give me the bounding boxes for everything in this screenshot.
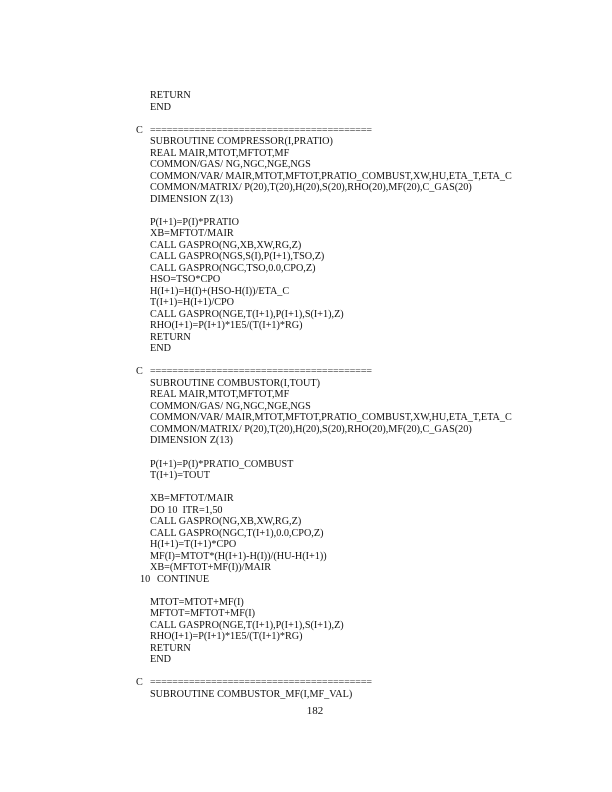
code-text: END: [150, 101, 171, 113]
code-line: [0, 435, 612, 447]
code-line: [0, 505, 612, 517]
comment-separator-line: [0, 677, 612, 689]
code-line: [0, 516, 612, 528]
code-text: COMMON/MATRIX/ P(20),T(20),H(20),S(20),RHO(20),MF(20),C_GAS(20): [150, 423, 472, 435]
code-text: SUBROUTINE COMBUSTOR(I,TOUT): [150, 377, 320, 389]
code-text: RETURN: [150, 90, 191, 101]
code-text: T(I+1)=H(I+1)/CPO: [150, 297, 235, 309]
code-text: RETURN: [150, 642, 191, 654]
code-text: REAL MAIR,MTOT,MFTOT,MF: [150, 147, 290, 159]
code-text: COMMON/GAS/ NG,NGC,NGE,NGS: [150, 400, 311, 412]
code-text: SUBROUTINE COMPRESSOR(I,PRATIO): [150, 136, 333, 148]
code-text: XB=MFTOT/MAIR: [150, 228, 234, 240]
code-text: CONTINUE: [157, 573, 210, 585]
code-line: [0, 332, 612, 344]
code-line: [0, 459, 612, 471]
code-line: [0, 263, 612, 275]
comment-marker: C: [136, 677, 143, 689]
code-line: [0, 654, 612, 666]
code-text: CALL GASPRO(NGC,TSO,0.0,CPO,Z): [150, 262, 316, 274]
statement-label: 10: [140, 573, 151, 585]
code-text: MFTOT=MFTOT+MF(I): [150, 608, 256, 620]
code-text: P(I+1)=P(I)*PRATIO_COMBUST: [150, 458, 294, 470]
code-text: MTOT=MTOT+MF(I): [150, 596, 244, 608]
code-line: [0, 194, 612, 206]
separator-text: ========================================: [150, 366, 372, 378]
comment-marker: C: [136, 366, 143, 378]
code-line: [0, 689, 612, 701]
code-text: END: [150, 343, 171, 355]
code-text: COMMON/MATRIX/ P(20),T(20),H(20),S(20),RHO(20),MF(20),C_GAS(20): [150, 182, 472, 194]
code-line: [0, 620, 612, 632]
code-line: [0, 182, 612, 194]
code-text: T(I+1)=TOUT: [150, 470, 210, 482]
code-line: [0, 539, 612, 551]
code-text: CALL GASPRO(NG,XB,XW,RG,Z): [150, 239, 302, 251]
code-text: H(I+1)=H(I)+(HSO-H(I))/ETA_C: [150, 285, 290, 297]
code-line: [0, 148, 612, 160]
code-text: SUBROUTINE COMBUSTOR_MF(I,MF_VAL): [150, 688, 353, 700]
code-line: [0, 574, 612, 586]
code-line: [0, 320, 612, 332]
blank-line: [0, 482, 612, 494]
comment-separator-line: [0, 125, 612, 137]
code-text: HSO=TSO*CPO: [150, 274, 221, 286]
blank-line: [0, 113, 612, 125]
code-line: [0, 136, 612, 148]
code-line: [0, 274, 612, 286]
code-text: COMMON/VAR/ MAIR,MTOT,MFTOT,PRATIO_COMBUST,XW,HU,ETA_T,ETA_C: [150, 170, 512, 182]
code-line: [0, 309, 612, 321]
code-line: [0, 528, 612, 540]
code-text: END: [150, 654, 171, 666]
code-line: [0, 493, 612, 505]
code-line: [0, 228, 612, 240]
code-text: CALL GASPRO(NGS,S(I),P(I+1),TSO,Z): [150, 251, 325, 263]
comment-separator-line: [0, 366, 612, 378]
blank-line: [0, 447, 612, 459]
code-line: [0, 297, 612, 309]
code-text: P(I+1)=P(I)*PRATIO: [150, 216, 240, 228]
code-line: [0, 597, 612, 609]
code-text: COMMON/VAR/ MAIR,MTOT,MFTOT,PRATIO_COMBUST,XW,HU,ETA_T,ETA_C: [150, 412, 512, 424]
code-line: [0, 286, 612, 298]
comment-marker: C: [136, 124, 143, 136]
separator-text: ========================================: [150, 124, 372, 136]
code-line: [0, 631, 612, 643]
code-line: [0, 240, 612, 252]
code-line: [0, 412, 612, 424]
code-text: DO 10 ITR=1,50: [150, 504, 223, 516]
code-line: [0, 643, 612, 655]
code-line: [0, 378, 612, 390]
code-line: [0, 343, 612, 355]
code-line: [0, 90, 612, 102]
code-line: [0, 608, 612, 620]
code-line: [0, 171, 612, 183]
code-text: CALL GASPRO(NGC,T(I+1),0.0,CPO,Z): [150, 527, 324, 539]
code-text: RHO(I+1)=P(I+1)*1E5/(T(I+1)*RG): [150, 320, 303, 332]
code-text: CALL GASPRO(NGE,T(I+1),P(I+1),S(I+1),Z): [150, 308, 344, 320]
code-line: [0, 424, 612, 436]
code-line: [0, 251, 612, 263]
blank-line: [0, 585, 612, 597]
separator-text: ========================================: [150, 677, 372, 689]
code-listing: [0, 90, 612, 700]
code-text: XB=(MFTOT+MF(I))/MAIR: [150, 562, 272, 574]
code-line: [0, 562, 612, 574]
code-text: H(I+1)=T(I+1)*CPO: [150, 539, 237, 551]
code-text: XB=MFTOT/MAIR: [150, 493, 234, 505]
code-line: [0, 217, 612, 229]
code-line: [0, 401, 612, 413]
code-text: RHO(I+1)=P(I+1)*1E5/(T(I+1)*RG): [150, 631, 303, 643]
code-line: [0, 470, 612, 482]
blank-line: [0, 355, 612, 367]
code-text: DIMENSION Z(13): [150, 435, 233, 447]
code-text: MF(I)=MTOT*(H(I+1)-H(I))/(HU-H(I+1)): [150, 550, 327, 562]
code-line: [0, 551, 612, 563]
code-line: [0, 159, 612, 171]
code-text: CALL GASPRO(NGE,T(I+1),P(I+1),S(I+1),Z): [150, 619, 344, 631]
code-text: RETURN: [150, 331, 191, 343]
code-text: REAL MAIR,MTOT,MFTOT,MF: [150, 389, 290, 401]
code-text: DIMENSION Z(13): [150, 193, 233, 205]
code-line: [0, 102, 612, 114]
code-line: [0, 389, 612, 401]
code-text: COMMON/GAS/ NG,NGC,NGE,NGS: [150, 159, 311, 171]
page-number: 182: [306, 705, 324, 717]
code-text: CALL GASPRO(NG,XB,XW,RG,Z): [150, 516, 302, 528]
blank-line: [0, 205, 612, 217]
blank-line: [0, 666, 612, 678]
